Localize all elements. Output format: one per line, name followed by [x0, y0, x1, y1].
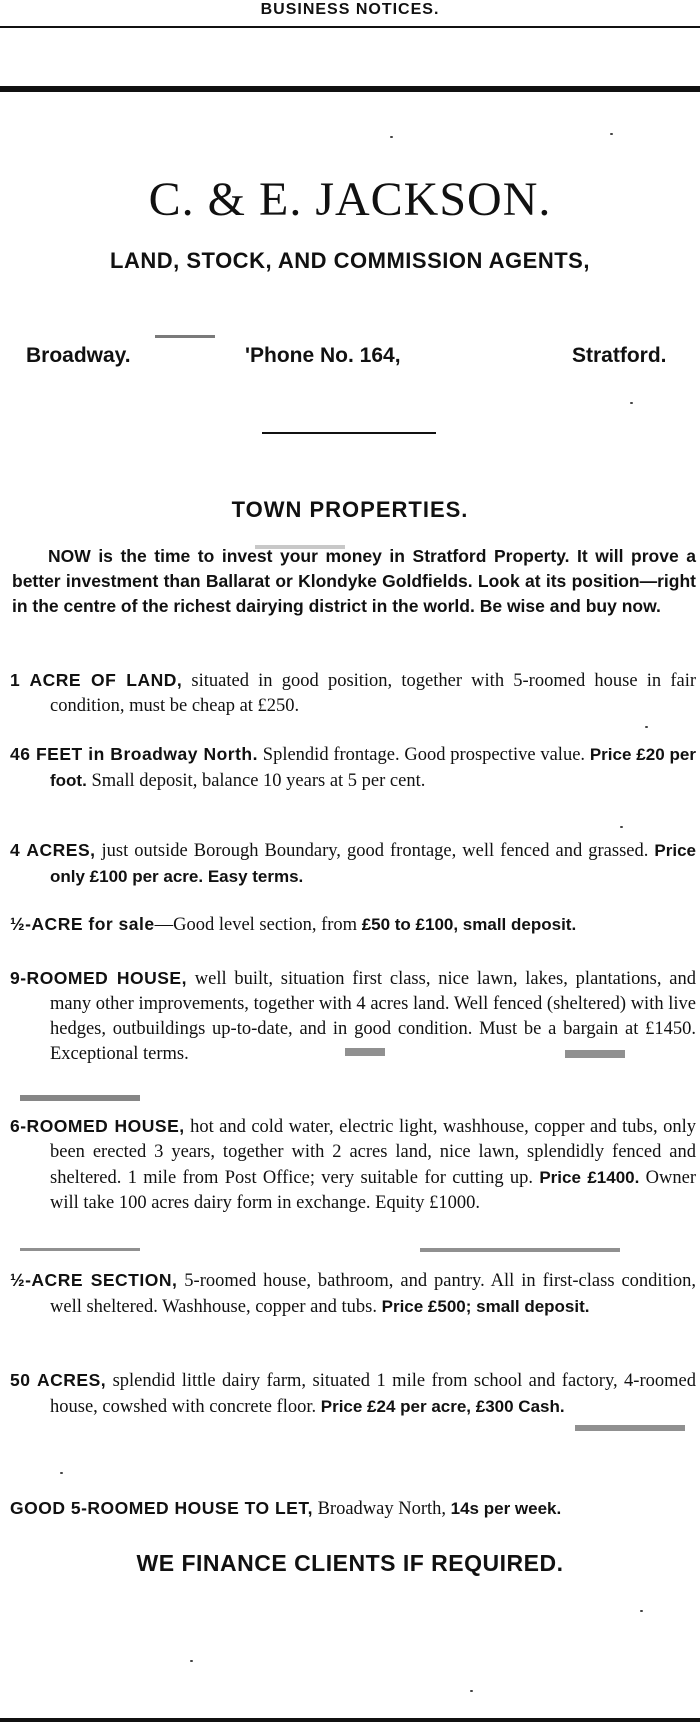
listing-lead: 4 ACRES,	[10, 840, 96, 860]
print-speck	[190, 1660, 193, 1662]
print-smudge	[255, 545, 345, 549]
listing-lead: 9-ROOMED HOUSE,	[10, 968, 187, 988]
section-header: BUSINESS NOTICES.	[260, 1, 440, 18]
firm-name: C. & E. JACKSON.	[148, 173, 552, 226]
listing-item	[10, 1114, 696, 1216]
listing-text: hot and cold water, electric light, washhouse, copper and tubs, only been erected 3 years, together with 2 acres land, nice lawn, splendidly fenced and sheltered. 1 mile from Post Office; very suitable for cutting up.	[50, 1117, 696, 1188]
divider-rule	[262, 432, 436, 434]
listing-price: Price only £100 per acre. Easy terms.	[50, 841, 696, 886]
phone-number: 'Phone No. 164,	[245, 344, 401, 367]
listing-text: well built, situation first class, nice lawn, lakes, plantations, and many other improvements, together with 4 acres land. Well fenced (sheltered) with live hedges, outbuildings up-to-date, and in good condition. Must be a bargain at £1450. Exceptional terms.	[50, 969, 696, 1064]
header-rule	[0, 26, 700, 28]
listing-text: splendid little dairy farm, situated 1 mile from school and factory, 4-roomed house, cowshed with concrete floor.	[50, 1371, 696, 1417]
listing-text: Owner will take 100 acres dairy form in exchange. Equity £1000.	[50, 1168, 696, 1213]
print-speck	[620, 826, 623, 828]
top-rule	[0, 86, 700, 92]
listing-item	[10, 1368, 696, 1420]
listing-item	[10, 742, 696, 794]
listing-lead: ½-ACRE SECTION,	[10, 1270, 178, 1290]
listing-price: Price £500; small deposit.	[381, 1297, 590, 1316]
print-smudge	[420, 1248, 620, 1252]
listing-price: £50 to £100, small deposit.	[361, 915, 577, 934]
listing-lead: 6-ROOMED HOUSE,	[10, 1116, 185, 1136]
print-speck	[630, 402, 633, 404]
listing-item	[10, 912, 696, 938]
listing-text: Broadway North,	[312, 1499, 451, 1519]
listing-item	[10, 668, 696, 719]
print-smudge	[20, 1095, 140, 1101]
address-left: Broadway.	[26, 344, 131, 367]
listing-item	[10, 1496, 696, 1522]
print-speck	[60, 1472, 63, 1474]
listing-text: 5-roomed house, bathroom, and pantry. All in first-class condition, well sheltered. Washhouse, copper and tubs.	[50, 1271, 696, 1317]
firm-subtitle: LAND, STOCK, AND COMMISSION AGENTS,	[110, 248, 590, 273]
print-speck	[645, 726, 648, 728]
print-speck	[640, 1610, 643, 1612]
listing-lead: 46 FEET in Broadway North.	[10, 744, 258, 764]
print-smudge	[345, 1048, 385, 1056]
listing-text: Small deposit, balance 10 years at 5 per cent.	[86, 771, 426, 791]
print-smudge	[565, 1050, 625, 1058]
listing-item	[10, 838, 696, 890]
print-speck	[390, 136, 393, 138]
listing-text: just outside Borough Boundary, good frontage, well fenced and grassed.	[95, 841, 655, 861]
listing-price: Price £1400.	[539, 1168, 640, 1187]
listing-text: situated in good position, together with 5-roomed house in fair condition, must be cheap at £250.	[50, 671, 696, 716]
address-right: Stratford.	[572, 344, 667, 367]
listing-price: 14s per week.	[450, 1499, 562, 1518]
print-smudge	[575, 1425, 685, 1431]
bottom-rule	[0, 1718, 700, 1722]
listing-text: —Good level section, from	[154, 915, 362, 935]
print-speck	[470, 1690, 473, 1692]
intro-paragraph: NOW is the time to invest your money in Stratford Property. It will prove a better investment than Ballarat or Klondyke Goldfields. Look at its position—right in the centre of the richest dairying district in the world. Be wise and buy now.	[12, 546, 696, 616]
listing-lead: ½-ACRE for sale	[10, 914, 155, 934]
listing-price: Price £24 per acre, £300 Cash.	[320, 1397, 565, 1416]
listing-lead: 50 ACRES,	[10, 1370, 107, 1390]
listing-item	[10, 1268, 696, 1320]
listing-text: Splendid frontage. Good prospective value.	[258, 745, 590, 765]
print-smudge	[20, 1248, 140, 1251]
listing-lead: GOOD 5-ROOMED HOUSE TO LET,	[10, 1498, 313, 1518]
print-speck	[610, 133, 613, 135]
listing-lead: 1 ACRE OF LAND,	[10, 670, 183, 690]
print-smudge	[155, 335, 215, 338]
section-title: TOWN PROPERTIES.	[231, 497, 469, 522]
finance-notice: WE FINANCE CLIENTS IF REQUIRED.	[136, 1550, 564, 1576]
listing-price: Price £20 per foot.	[50, 745, 696, 790]
